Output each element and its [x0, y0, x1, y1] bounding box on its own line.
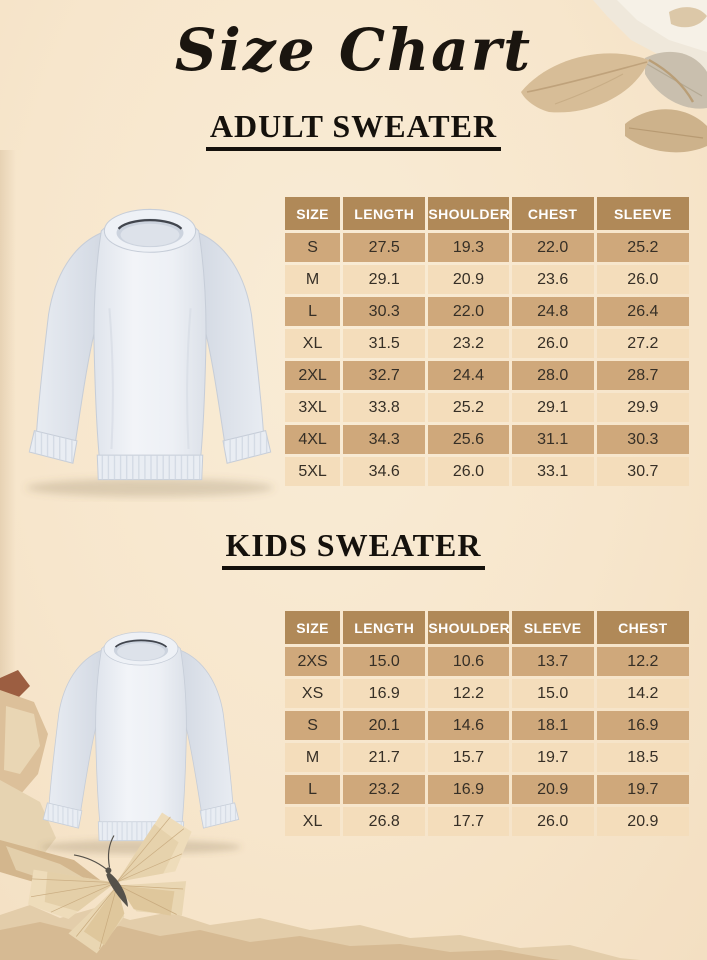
table-row [285, 393, 689, 422]
measurement-cell: 15.7 [428, 743, 508, 772]
kids-table-header-row [285, 611, 689, 644]
measurement-cell: 18.1 [512, 711, 594, 740]
measurement-cell: 19.7 [597, 775, 689, 804]
column-header: SHOULDER [428, 611, 508, 644]
adult-sweater-image [8, 186, 292, 502]
measurement-cell: 14.2 [597, 679, 689, 708]
kids-section-heading [0, 527, 707, 570]
measurement-cell: 12.2 [428, 679, 508, 708]
column-header: CHEST [597, 611, 689, 644]
paper-butterfly-decor-image [2, 812, 232, 960]
column-header: LENGTH [343, 611, 425, 644]
measurement-cell: 25.6 [428, 425, 508, 454]
measurement-cell: 26.0 [512, 807, 594, 836]
measurement-cell: 23.2 [343, 775, 425, 804]
measurement-cell: 30.7 [597, 457, 689, 486]
measurement-cell: 22.0 [512, 233, 594, 262]
column-header: SLEEVE [512, 611, 594, 644]
measurement-cell: 29.9 [597, 393, 689, 422]
column-header: CHEST [512, 197, 594, 230]
size-label-cell: XL [285, 329, 340, 358]
adult-section-heading-text: ADULT SWEATER [206, 108, 501, 151]
kids-section-heading-text: KIDS SWEATER [222, 527, 486, 570]
measurement-cell: 28.0 [512, 361, 594, 390]
size-label-cell: 2XL [285, 361, 340, 390]
measurement-cell: 15.0 [512, 679, 594, 708]
table-row [285, 361, 689, 390]
table-row [285, 775, 689, 804]
measurement-cell: 20.9 [512, 775, 594, 804]
measurement-cell: 23.2 [428, 329, 508, 358]
measurement-cell: 18.5 [597, 743, 689, 772]
measurement-cell: 15.0 [343, 647, 425, 676]
measurement-cell: 31.1 [512, 425, 594, 454]
measurement-cell: 14.6 [428, 711, 508, 740]
size-label-cell: M [285, 743, 340, 772]
measurement-cell: 17.7 [428, 807, 508, 836]
measurement-cell: 27.2 [597, 329, 689, 358]
measurement-cell: 19.3 [428, 233, 508, 262]
size-label-cell: L [285, 775, 340, 804]
size-label-cell: M [285, 265, 340, 294]
table-row [285, 711, 689, 740]
size-label-cell: XS [285, 679, 340, 708]
measurement-cell: 20.9 [597, 807, 689, 836]
size-label-cell: 4XL [285, 425, 340, 454]
measurement-cell: 13.7 [512, 647, 594, 676]
measurement-cell: 24.8 [512, 297, 594, 326]
column-header: SIZE [285, 611, 340, 644]
column-header: SHOULDER [428, 197, 508, 230]
measurement-cell: 24.4 [428, 361, 508, 390]
measurement-cell: 16.9 [343, 679, 425, 708]
measurement-cell: 16.9 [597, 711, 689, 740]
measurement-cell: 20.9 [428, 265, 508, 294]
measurement-cell: 22.0 [428, 297, 508, 326]
page-title: Size Chart [174, 16, 533, 84]
table-row [285, 329, 689, 358]
size-label-cell: S [285, 711, 340, 740]
measurement-cell: 19.7 [512, 743, 594, 772]
table-row [285, 807, 689, 836]
measurement-cell: 29.1 [512, 393, 594, 422]
size-label-cell: S [285, 233, 340, 262]
measurement-cell: 30.3 [343, 297, 425, 326]
measurement-cell: 21.7 [343, 743, 425, 772]
size-label-cell: 3XL [285, 393, 340, 422]
table-row [285, 425, 689, 454]
measurement-cell: 26.0 [428, 457, 508, 486]
adult-size-table [282, 194, 692, 489]
measurement-cell: 26.0 [512, 329, 594, 358]
measurement-cell: 28.7 [597, 361, 689, 390]
size-label-cell: 5XL [285, 457, 340, 486]
measurement-cell: 30.3 [597, 425, 689, 454]
adult-table-header-row [285, 197, 689, 230]
table-row [285, 297, 689, 326]
table-row [285, 233, 689, 262]
measurement-cell: 12.2 [597, 647, 689, 676]
measurement-cell: 26.0 [597, 265, 689, 294]
measurement-cell: 31.5 [343, 329, 425, 358]
adult-section-heading [0, 108, 707, 151]
table-row [285, 647, 689, 676]
table-row [285, 743, 689, 772]
measurement-cell: 32.7 [343, 361, 425, 390]
measurement-cell: 26.8 [343, 807, 425, 836]
measurement-cell: 10.6 [428, 647, 508, 676]
measurement-cell: 26.4 [597, 297, 689, 326]
measurement-cell: 29.1 [343, 265, 425, 294]
column-header: LENGTH [343, 197, 425, 230]
measurement-cell: 20.1 [343, 711, 425, 740]
table-row [285, 457, 689, 486]
size-label-cell: XL [285, 807, 340, 836]
measurement-cell: 34.6 [343, 457, 425, 486]
measurement-cell: 16.9 [428, 775, 508, 804]
column-header: SIZE [285, 197, 340, 230]
measurement-cell: 23.6 [512, 265, 594, 294]
table-row [285, 679, 689, 708]
measurement-cell: 34.3 [343, 425, 425, 454]
measurement-cell: 27.5 [343, 233, 425, 262]
measurement-cell: 33.1 [512, 457, 594, 486]
size-label-cell: 2XS [285, 647, 340, 676]
table-row [285, 265, 689, 294]
measurement-cell: 25.2 [597, 233, 689, 262]
kids-size-table [282, 608, 692, 839]
measurement-cell: 25.2 [428, 393, 508, 422]
measurement-cell: 33.8 [343, 393, 425, 422]
size-label-cell: L [285, 297, 340, 326]
column-header: SLEEVE [597, 197, 689, 230]
